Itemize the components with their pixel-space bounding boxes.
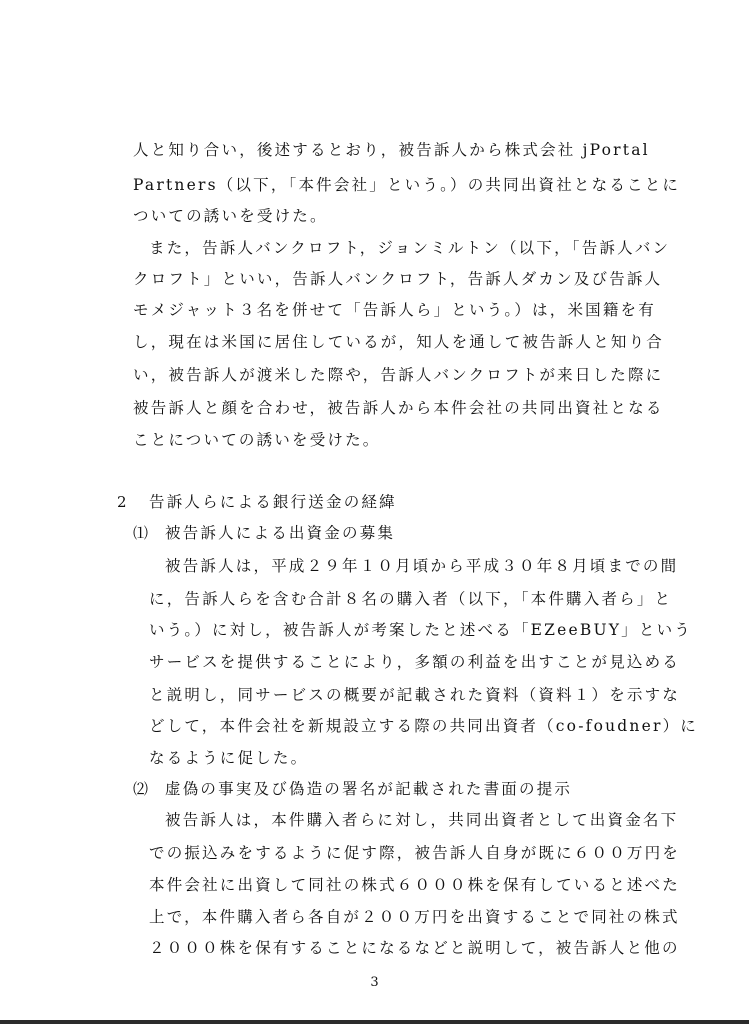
text-line: 本件会社に出資して同社の株式６０００株を保有していると述べた (149, 876, 681, 894)
text-line: サービスを提供することにより，多額の利益を出すことが見込める (149, 653, 681, 671)
bottom-edge (0, 1020, 749, 1024)
subsection-number: ⑴ (133, 524, 149, 542)
text-line: 被告訴人は，平成２９年１０月頃から平成３０年８月頃までの間 (165, 557, 679, 575)
text-line: いう。）に対し，被告訴人が考案したと述べる「EZeeBUY」という (149, 621, 692, 639)
text-line: Partners（以下，「本件会社」という。）の共同出資社となることに (133, 176, 681, 194)
page-number: 3 (370, 975, 379, 990)
text-line: モメジャット３名を併せて「告訴人ら」という。）は，米国籍を有 (133, 301, 656, 319)
text-line: ２０００株を保有することになるなどと説明して，被告訴人と他の (149, 939, 680, 957)
text-line: なるように促した。 (149, 749, 309, 767)
text-line: クロフト」といい，告訴人バンクロフト，告訴人ダカン及び告訴人 (133, 270, 663, 288)
subsection-title: 被告訴人による出資金の募集 (165, 524, 396, 542)
text-line: と説明し，同サービスの概要が記載された資料（資料１）を示すな (149, 686, 681, 704)
section-number: 2 (117, 493, 127, 511)
text-line: ことについての誘いを受けた。 (133, 431, 381, 449)
text-line: 被告訴人は，本件購入者らに対し，共同出資者として出資金名下 (165, 811, 679, 829)
text-line: また，告訴人バンクロフト，ジョンミルトン（以下，「告訴人バン (149, 239, 671, 257)
text-line: での振込みをするように促す際，被告訴人自身が既に６００万円を (149, 844, 681, 862)
text-line: ついての誘いを受けた。 (133, 207, 328, 225)
text-line: い，被告訴人が渡米した際や，告訴人バンクロフトが来日した際に (133, 366, 664, 384)
subsection-title: 虚偽の事実及び偽造の署名が記載された書面の提示 (165, 780, 573, 798)
text-line: 被告訴人と顔を合わせ，被告訴人から本件会社の共同出資社となる (133, 399, 664, 417)
text-line: 上で，本件購入者ら各自が２００万円を出資することで同社の株式 (149, 908, 680, 926)
text-line: に，告訴人らを含む合計８名の購入者（以下，「本件購入者ら」と (149, 590, 673, 608)
text-line: し，現在は米国に居住しているが，知人を通して被告訴人と知り合 (133, 333, 665, 351)
text-line: どして，本件会社を新規設立する際の共同出資者（co-foudner）に (149, 717, 698, 735)
section-title: 告訴人らによる銀行送金の経緯 (149, 493, 397, 511)
text-line: 人と知り合い，後述するとおり，被告訴人から株式会社 jPortal (133, 141, 650, 159)
subsection-number: ⑵ (133, 780, 149, 798)
